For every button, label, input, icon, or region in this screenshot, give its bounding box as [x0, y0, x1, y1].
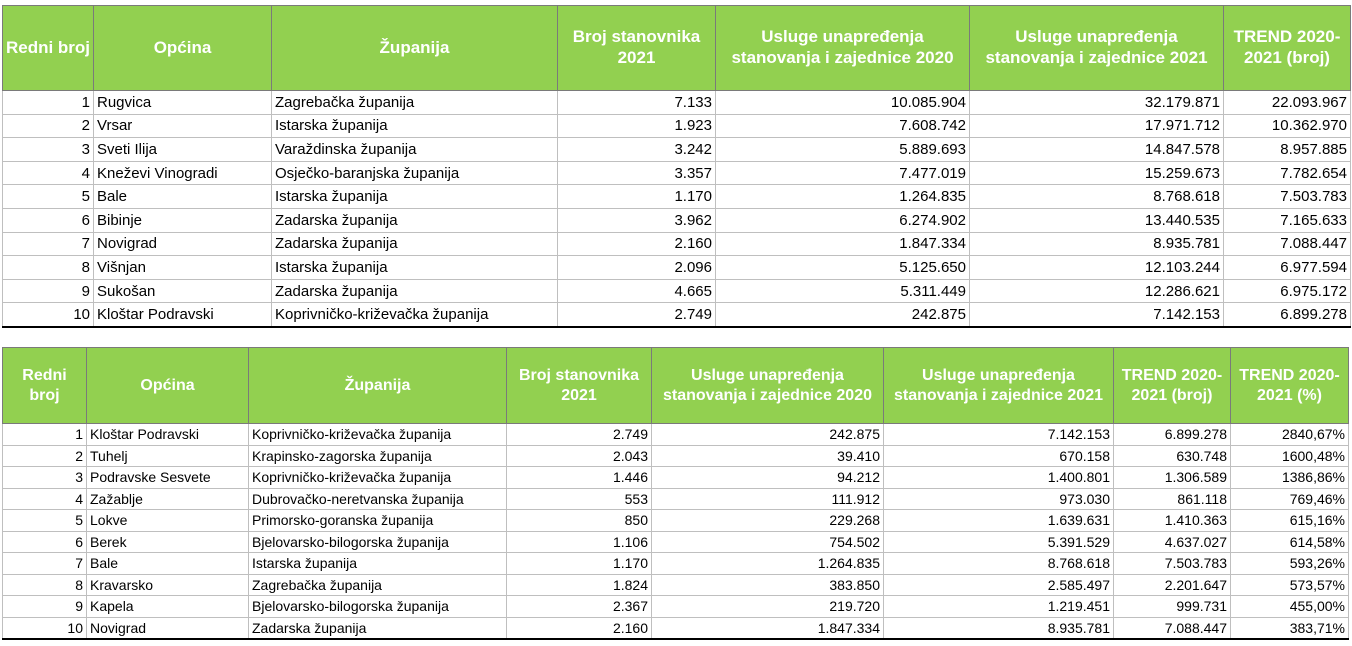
table-cell: Novigrad: [94, 232, 272, 256]
table-cell: Koprivničko-križevačka županija: [249, 424, 507, 446]
table-cell: 1.639.631: [884, 510, 1114, 532]
table-row: [3, 208, 1351, 232]
table-cell: 1.170: [507, 553, 652, 575]
table-cell: 8.768.618: [970, 185, 1224, 209]
table-cell: 6.274.902: [716, 208, 970, 232]
table-cell: Istarska županija: [272, 114, 558, 138]
column-header: TREND 2020-2021 (broj): [1114, 348, 1231, 424]
table-header: [3, 6, 1351, 91]
table-body: [3, 424, 1349, 640]
table-cell: 2.749: [558, 303, 716, 327]
table-cell: 111.912: [652, 488, 884, 510]
table-cell: 5: [3, 185, 94, 209]
table-cell: 2.160: [558, 232, 716, 256]
table-cell: 4.665: [558, 279, 716, 303]
table-cell: 850: [507, 510, 652, 532]
table-cell: 8: [3, 574, 87, 596]
table-cell: Berek: [87, 531, 249, 553]
table-cell: 3.962: [558, 208, 716, 232]
table-cell: 455,00%: [1231, 596, 1349, 618]
table-row: [3, 138, 1351, 162]
column-header: Usluge unapređenja stanovanja i zajednice 2021: [970, 6, 1224, 91]
table-row: [3, 232, 1351, 256]
table-cell: 10.085.904: [716, 91, 970, 115]
table-cell: 13.440.535: [970, 208, 1224, 232]
table-cell: 1.306.589: [1114, 467, 1231, 489]
table-cell: Varaždinska županija: [272, 138, 558, 162]
table-cell: 1.264.835: [716, 185, 970, 209]
column-header: Redni broj: [3, 6, 94, 91]
table-cell: 6: [3, 208, 94, 232]
table-cell: 22.093.967: [1224, 91, 1351, 115]
table-cell: 7.088.447: [1114, 617, 1231, 639]
table-cell: 4: [3, 488, 87, 510]
table-cell: Kneževi Vinogradi: [94, 161, 272, 185]
table-row: [3, 510, 1349, 532]
table-cell: 5.391.529: [884, 531, 1114, 553]
table-cell: 1.847.334: [652, 617, 884, 639]
table-cell: 553: [507, 488, 652, 510]
table-cell: 7.782.654: [1224, 161, 1351, 185]
column-header: Usluge unapređenja stanovanja i zajednice 2020: [716, 6, 970, 91]
table-row: [3, 445, 1349, 467]
column-header: Broj stanovnika 2021: [507, 348, 652, 424]
table-cell: Primorsko-goranska županija: [249, 510, 507, 532]
table-cell: 1.219.451: [884, 596, 1114, 618]
table-cell: 12.103.244: [970, 256, 1224, 280]
table-cell: 383,71%: [1231, 617, 1349, 639]
table-cell: Sveti Ilija: [94, 138, 272, 162]
table-cell: 615,16%: [1231, 510, 1349, 532]
table-row: [3, 553, 1349, 575]
table-row: [3, 161, 1351, 185]
table-cell: Rugvica: [94, 91, 272, 115]
table-cell: 593,26%: [1231, 553, 1349, 575]
table-row: [3, 91, 1351, 115]
table-cell: 614,58%: [1231, 531, 1349, 553]
table-cell: 10: [3, 617, 87, 639]
table-cell: Zadarska županija: [272, 208, 558, 232]
table-cell: 8.935.781: [970, 232, 1224, 256]
table-cell: 769,46%: [1231, 488, 1349, 510]
table-cell: Dubrovačko-neretvanska županija: [249, 488, 507, 510]
table-row: [3, 574, 1349, 596]
table-cell: 9: [3, 596, 87, 618]
table-cell: 3: [3, 467, 87, 489]
table-cell: 2.749: [507, 424, 652, 446]
table-cell: 754.502: [652, 531, 884, 553]
table-cell: 2.096: [558, 256, 716, 280]
table-cell: 2.585.497: [884, 574, 1114, 596]
table-cell: 7.503.783: [1224, 185, 1351, 209]
table-cell: 573,57%: [1231, 574, 1349, 596]
column-header: Usluge unapređenja stanovanja i zajednice 2021: [884, 348, 1114, 424]
table-cell: Kloštar Podravski: [87, 424, 249, 446]
table-cell: Vrsar: [94, 114, 272, 138]
table-cell: 5.125.650: [716, 256, 970, 280]
table-cell: Koprivničko-križevačka županija: [272, 303, 558, 327]
table-cell: 6: [3, 531, 87, 553]
table-cell: Bibinje: [94, 208, 272, 232]
table-cell: 219.720: [652, 596, 884, 618]
table-cell: Bjelovarsko-bilogorska županija: [249, 531, 507, 553]
table-cell: 39.410: [652, 445, 884, 467]
table-cell: Zadarska županija: [272, 279, 558, 303]
table-cell: 242.875: [652, 424, 884, 446]
table-cell: 8.768.618: [884, 553, 1114, 575]
table-cell: 14.847.578: [970, 138, 1224, 162]
table-cell: 7.133: [558, 91, 716, 115]
table-cell: 7.142.153: [884, 424, 1114, 446]
table-cell: Zadarska županija: [272, 232, 558, 256]
table-cell: 4.637.027: [1114, 531, 1231, 553]
table-cell: Podravske Sesvete: [87, 467, 249, 489]
table-cell: 7.165.633: [1224, 208, 1351, 232]
table-cell: Zažablje: [87, 488, 249, 510]
table-cell: Zagrebačka županija: [272, 91, 558, 115]
table-cell: 1: [3, 91, 94, 115]
table-row: [3, 279, 1351, 303]
table-cell: 4: [3, 161, 94, 185]
table-cell: 2: [3, 445, 87, 467]
table-row: [3, 596, 1349, 618]
table-cell: 7.088.447: [1224, 232, 1351, 256]
table-header: [3, 348, 1349, 424]
table-cell: 1: [3, 424, 87, 446]
table-cell: 6.899.278: [1224, 303, 1351, 327]
table-cell: 10.362.970: [1224, 114, 1351, 138]
table-cell: 94.212: [652, 467, 884, 489]
table-cell: 1386,86%: [1231, 467, 1349, 489]
table-cell: Bjelovarsko-bilogorska županija: [249, 596, 507, 618]
table-row: [3, 488, 1349, 510]
table-cell: 2.367: [507, 596, 652, 618]
table-cell: 32.179.871: [970, 91, 1224, 115]
table-cell: Višnjan: [94, 256, 272, 280]
table-cell: 9: [3, 279, 94, 303]
table-cell: 7: [3, 553, 87, 575]
table-cell: 1600,48%: [1231, 445, 1349, 467]
table-cell: 2: [3, 114, 94, 138]
table-cell: 1.106: [507, 531, 652, 553]
table-cell: 8.935.781: [884, 617, 1114, 639]
table-cell: 1.446: [507, 467, 652, 489]
table-cell: 861.118: [1114, 488, 1231, 510]
table-cell: 17.971.712: [970, 114, 1224, 138]
column-header: Redni broj: [3, 348, 87, 424]
table-row: [3, 617, 1349, 639]
table-cell: Bale: [94, 185, 272, 209]
table-cell: Osječko-baranjska županija: [272, 161, 558, 185]
table-cell: 5.889.693: [716, 138, 970, 162]
table-cell: Tuhelj: [87, 445, 249, 467]
table-cell: 7.608.742: [716, 114, 970, 138]
table-cell: Kapela: [87, 596, 249, 618]
table-cell: 973.030: [884, 488, 1114, 510]
column-header: Županija: [249, 348, 507, 424]
table-row: [3, 303, 1351, 327]
table-cell: Sukošan: [94, 279, 272, 303]
table-cell: 5.311.449: [716, 279, 970, 303]
table-cell: 1.847.334: [716, 232, 970, 256]
table-cell: 3: [3, 138, 94, 162]
column-header: TREND 2020-2021 (broj): [1224, 6, 1351, 91]
table-cell: 3.357: [558, 161, 716, 185]
table-body: [3, 91, 1351, 327]
table-cell: Istarska županija: [249, 553, 507, 575]
table-cell: Kravarsko: [87, 574, 249, 596]
table-cell: 12.286.621: [970, 279, 1224, 303]
table-cell: 229.268: [652, 510, 884, 532]
table-row: [3, 114, 1351, 138]
table-cell: Krapinsko-zagorska županija: [249, 445, 507, 467]
table-row: [3, 256, 1351, 280]
table-row: [3, 467, 1349, 489]
table-cell: Koprivničko-križevačka županija: [249, 467, 507, 489]
table-cell: Istarska županija: [272, 185, 558, 209]
table-cell: 1.400.801: [884, 467, 1114, 489]
table-cell: 6.899.278: [1114, 424, 1231, 446]
table-cell: 630.748: [1114, 445, 1231, 467]
table-cell: 1.410.363: [1114, 510, 1231, 532]
top-ten-municipalities-table: [2, 5, 1351, 328]
column-header: TREND 2020-2021 (%): [1231, 348, 1349, 424]
column-header: Broj stanovnika 2021: [558, 6, 716, 91]
table-cell: 2.201.647: [1114, 574, 1231, 596]
column-header: Županija: [272, 6, 558, 91]
table-cell: 8: [3, 256, 94, 280]
top-ten-trend-percent-table: [2, 347, 1349, 640]
table-cell: Zagrebačka županija: [249, 574, 507, 596]
table-cell: 6.977.594: [1224, 256, 1351, 280]
column-header: Usluge unapređenja stanovanja i zajednice 2020: [652, 348, 884, 424]
table-cell: Bale: [87, 553, 249, 575]
column-header: Općina: [87, 348, 249, 424]
column-header: Općina: [94, 6, 272, 91]
table-cell: 2.043: [507, 445, 652, 467]
table-cell: 5: [3, 510, 87, 532]
table-cell: Kloštar Podravski: [94, 303, 272, 327]
table-cell: 2.160: [507, 617, 652, 639]
table-cell: 1.264.835: [652, 553, 884, 575]
table-cell: 1.824: [507, 574, 652, 596]
table-cell: Novigrad: [87, 617, 249, 639]
table-cell: 999.731: [1114, 596, 1231, 618]
table-cell: 8.957.885: [1224, 138, 1351, 162]
table-cell: 6.975.172: [1224, 279, 1351, 303]
table-row: [3, 185, 1351, 209]
table-cell: 7.503.783: [1114, 553, 1231, 575]
table-cell: 7.477.019: [716, 161, 970, 185]
table-cell: 7: [3, 232, 94, 256]
table-cell: 242.875: [716, 303, 970, 327]
table-cell: 7.142.153: [970, 303, 1224, 327]
table-cell: 2840,67%: [1231, 424, 1349, 446]
table-cell: 3.242: [558, 138, 716, 162]
table-cell: Lokve: [87, 510, 249, 532]
table-row: [3, 424, 1349, 446]
table-row: [3, 531, 1349, 553]
table-cell: 1.170: [558, 185, 716, 209]
table-cell: 670.158: [884, 445, 1114, 467]
table-cell: Zadarska županija: [249, 617, 507, 639]
table-cell: 1.923: [558, 114, 716, 138]
table-cell: 383.850: [652, 574, 884, 596]
table-cell: 10: [3, 303, 94, 327]
table-cell: Istarska županija: [272, 256, 558, 280]
table-cell: 15.259.673: [970, 161, 1224, 185]
